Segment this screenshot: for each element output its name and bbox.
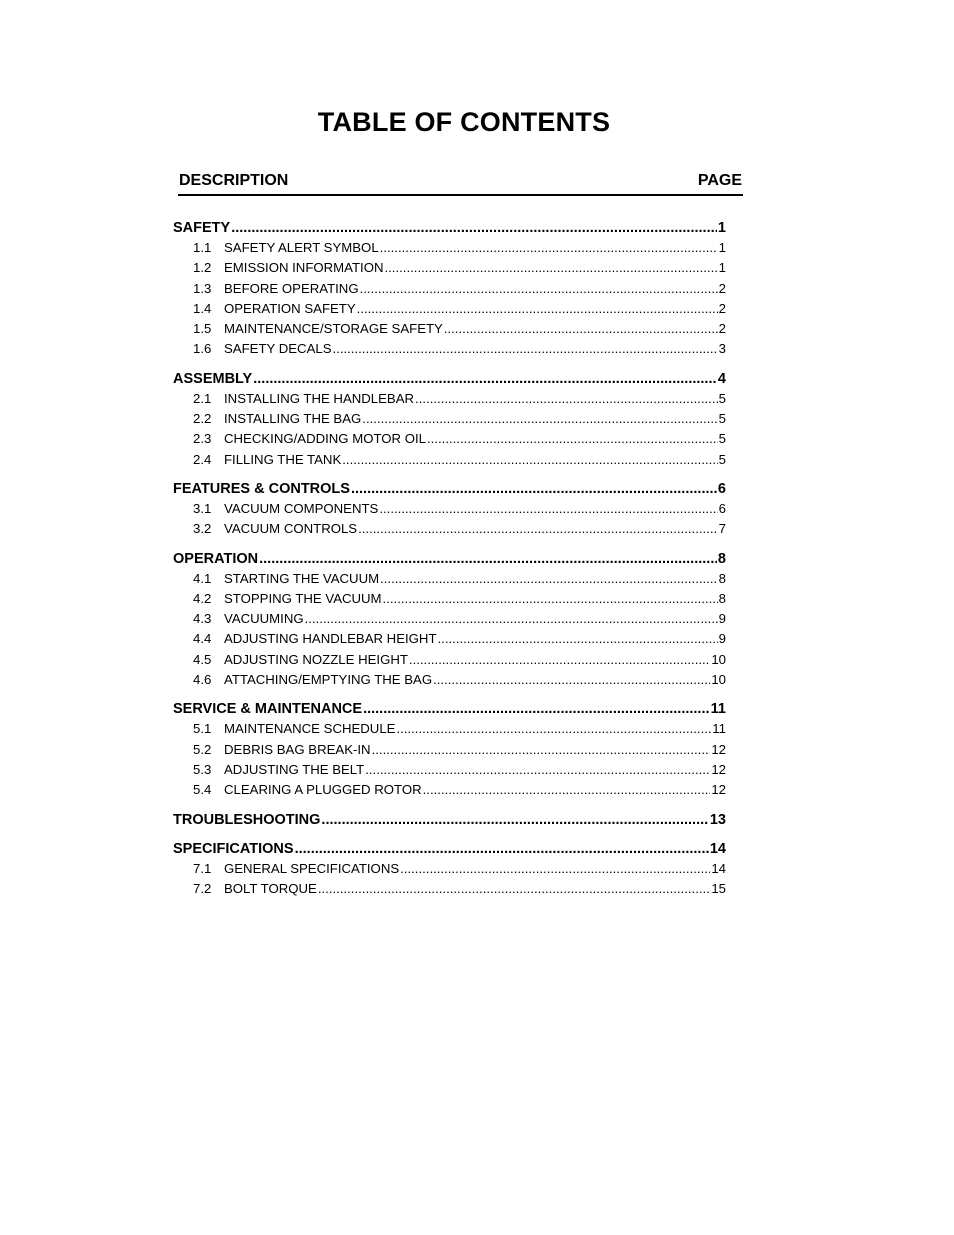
toc-leader-dots bbox=[365, 760, 710, 780]
toc-page-number: 11 bbox=[712, 721, 726, 737]
toc-subsection-title: INSTALLING THE HANDLEBAR bbox=[224, 390, 415, 406]
toc-subsection-title: INSTALLING THE BAG bbox=[224, 411, 362, 427]
toc-page-number: 12 bbox=[711, 782, 726, 798]
toc-leader-dots bbox=[253, 369, 717, 389]
toc-subsection-number: 4.5 bbox=[193, 651, 212, 667]
toc-section bbox=[173, 839, 726, 900]
toc-subsection-entry[interactable] bbox=[173, 569, 726, 589]
toc-section bbox=[173, 369, 726, 470]
toc-subsection-entry[interactable] bbox=[173, 499, 726, 519]
toc-section-entry[interactable] bbox=[173, 369, 726, 389]
toc-section-entry[interactable] bbox=[173, 699, 726, 719]
toc-section bbox=[173, 218, 726, 360]
toc-subsection-title: ADJUSTING HANDLEBAR HEIGHT bbox=[224, 631, 437, 647]
toc-page-number: 5 bbox=[718, 411, 726, 427]
toc-leader-dots bbox=[433, 670, 710, 690]
toc-leader-dots bbox=[357, 299, 718, 319]
toc-subsection-number: 1.4 bbox=[193, 300, 212, 316]
toc-subsection-entry[interactable] bbox=[173, 589, 726, 609]
toc-leader-dots bbox=[321, 810, 708, 830]
toc-page-number: 11 bbox=[710, 701, 726, 718]
toc-leader-dots bbox=[363, 699, 710, 719]
toc-subsection-number: 2.2 bbox=[193, 411, 212, 427]
toc-leader-dots bbox=[380, 569, 718, 589]
page-title: TABLE OF CONTENTS bbox=[317, 107, 611, 137]
toc-page-number: 2 bbox=[718, 280, 726, 296]
toc-page-number: 2 bbox=[718, 300, 726, 316]
toc-subsection-entry[interactable] bbox=[173, 740, 726, 760]
toc-page-number: 14 bbox=[709, 840, 726, 857]
toc-subsection-title: SAFETY ALERT SYMBOL bbox=[224, 240, 379, 255]
toc-section-title: TROUBLESHOOTING bbox=[173, 811, 321, 828]
toc-leader-dots bbox=[351, 479, 717, 499]
toc-subsection-title: SAFETY DECALS bbox=[224, 341, 332, 357]
toc-subsection-number: 7.1 bbox=[193, 860, 212, 876]
toc-subsection-entry[interactable] bbox=[173, 450, 726, 470]
toc-section bbox=[173, 810, 726, 830]
toc-subsection-number: 3.2 bbox=[193, 521, 212, 537]
toc-section-title: SERVICE & MAINTENANCE bbox=[173, 701, 363, 718]
toc-leader-dots bbox=[259, 549, 717, 569]
toc-subsection-title: ATTACHING/EMPTYING THE BAG bbox=[224, 672, 433, 688]
toc-page-number: 1 bbox=[717, 220, 726, 236]
toc-subsection-title: GENERAL SPECIFICATIONS bbox=[224, 860, 400, 876]
toc-leader-dots bbox=[295, 839, 709, 859]
toc-subsection-entry[interactable] bbox=[173, 859, 726, 879]
toc-subsection-number: 4.6 bbox=[193, 672, 212, 688]
toc-section bbox=[173, 699, 726, 800]
toc-leader-dots bbox=[305, 609, 718, 629]
toc-subsection-number: 4.2 bbox=[193, 590, 212, 606]
toc-subsection-entry[interactable] bbox=[173, 299, 726, 319]
toc-page-number: 5 bbox=[718, 390, 726, 406]
toc-page-number: 8 bbox=[718, 590, 726, 606]
toc-page-number: 1 bbox=[718, 240, 726, 255]
toc-subsection-entry[interactable] bbox=[173, 670, 726, 690]
toc-leader-dots bbox=[400, 859, 710, 879]
toc-subsection-number: 2.1 bbox=[193, 390, 212, 406]
toc-leader-dots bbox=[438, 629, 718, 649]
toc-page-number: 6 bbox=[717, 480, 726, 497]
toc-subsection-entry[interactable] bbox=[173, 238, 726, 258]
toc-leader-dots bbox=[342, 450, 717, 470]
toc-subsection-title: STARTING THE VACUUM bbox=[224, 570, 380, 586]
toc-subsection-title: VACUUM COMPONENTS bbox=[224, 500, 379, 516]
toc-leader-dots bbox=[358, 519, 718, 539]
toc-subsection-number: 7.2 bbox=[193, 880, 212, 896]
toc-leader-dots bbox=[379, 499, 717, 519]
toc-leader-dots bbox=[383, 589, 718, 609]
toc-subsection-title: VACUUM CONTROLS bbox=[224, 521, 358, 537]
toc-subsection-title: CLEARING A PLUGGED ROTOR bbox=[224, 782, 422, 798]
toc-subsection-number: 4.1 bbox=[193, 570, 212, 586]
toc-page-number: 9 bbox=[718, 611, 726, 627]
toc-section-title: FEATURES & CONTROLS bbox=[173, 480, 350, 497]
toc-page-number: 6 bbox=[718, 500, 726, 516]
toc-page-number: 2 bbox=[718, 321, 726, 337]
toc-page-number: 12 bbox=[711, 741, 726, 757]
toc-subsection-title: MAINTENANCE/STORAGE SAFETY bbox=[224, 321, 443, 337]
toc-page-number: 4 bbox=[717, 370, 726, 387]
toc-subsection-entry[interactable] bbox=[173, 339, 726, 359]
toc-leader-dots bbox=[360, 279, 718, 299]
toc-subsection-title: OPERATION SAFETY bbox=[224, 300, 356, 316]
toc-subsection-entry[interactable] bbox=[173, 879, 726, 899]
toc-subsection-entry[interactable] bbox=[173, 629, 726, 649]
toc-subsection-entry[interactable] bbox=[173, 519, 726, 539]
toc-subsection-title: BOLT TORQUE bbox=[224, 880, 317, 896]
toc-section-entry[interactable] bbox=[173, 810, 726, 830]
toc-subsection-entry[interactable] bbox=[173, 319, 726, 339]
toc-subsection-number: 2.4 bbox=[193, 451, 212, 467]
toc-page-number: 8 bbox=[718, 570, 726, 586]
toc-subsection-title: ADJUSTING NOZZLE HEIGHT bbox=[224, 651, 408, 667]
toc-leader-dots bbox=[362, 409, 717, 429]
toc-page-number: 5 bbox=[718, 431, 726, 447]
toc-leader-dots bbox=[409, 650, 710, 670]
toc-leader-dots bbox=[396, 719, 711, 739]
toc-page-number: 3 bbox=[718, 341, 726, 357]
toc-subsection-entry[interactable] bbox=[173, 258, 726, 278]
toc-subsection-title: ADJUSTING THE BELT bbox=[224, 761, 365, 777]
toc-leader-dots bbox=[384, 258, 717, 278]
toc-section bbox=[173, 479, 726, 540]
toc-section-entry[interactable] bbox=[173, 479, 726, 499]
toc-subsection-number: 1.2 bbox=[193, 260, 212, 276]
toc-subsection-number: 1.1 bbox=[193, 240, 212, 255]
toc-subsection-entry[interactable] bbox=[173, 719, 726, 739]
toc-section-title: OPERATION bbox=[173, 550, 259, 567]
toc-subsection-title: STOPPING THE VACUUM bbox=[224, 590, 382, 606]
toc-leader-dots bbox=[333, 339, 718, 359]
toc-leader-dots bbox=[444, 319, 718, 339]
toc-page-number: 14 bbox=[711, 860, 726, 876]
toc-page-number: 5 bbox=[718, 451, 726, 467]
toc-page-number: 13 bbox=[709, 811, 726, 828]
toc-page-number: 10 bbox=[711, 651, 726, 667]
toc-subsection-title: EMISSION INFORMATION bbox=[224, 260, 384, 276]
page-column-label: PAGE bbox=[697, 172, 742, 189]
toc-page-number: 9 bbox=[718, 631, 726, 647]
toc-subsection-title: FILLING THE TANK bbox=[224, 451, 342, 467]
toc-leader-dots bbox=[231, 218, 717, 238]
toc-subsection-number: 2.3 bbox=[193, 431, 212, 447]
toc-subsection-number: 5.2 bbox=[193, 741, 212, 757]
toc-leader-dots bbox=[415, 389, 718, 409]
toc-subsection-number: 3.1 bbox=[193, 500, 212, 516]
toc-subsection-entry[interactable] bbox=[173, 389, 726, 409]
toc-page-number: 12 bbox=[711, 761, 726, 777]
toc-leader-dots bbox=[427, 429, 718, 449]
toc-page-number: 15 bbox=[711, 880, 726, 896]
toc-section-title: SAFETY bbox=[173, 220, 231, 236]
toc-subsection-entry[interactable] bbox=[173, 650, 726, 670]
toc-subsection-entry[interactable] bbox=[173, 760, 726, 780]
toc-section-title: SPECIFICATIONS bbox=[173, 840, 294, 857]
toc-subsection-title: MAINTENANCE SCHEDULE bbox=[224, 721, 396, 737]
toc-subsection-title: BEFORE OPERATING bbox=[224, 280, 359, 296]
toc-subsection-number: 4.4 bbox=[193, 631, 212, 647]
toc-subsection-title: VACUUMING bbox=[224, 611, 304, 627]
toc-section-title: ASSEMBLY bbox=[173, 370, 253, 387]
toc-subsection-number: 1.5 bbox=[193, 321, 212, 337]
toc-section-entry[interactable] bbox=[173, 549, 726, 569]
toc-leader-dots bbox=[318, 879, 711, 899]
toc-leader-dots bbox=[372, 740, 711, 760]
toc-subsection-entry[interactable] bbox=[173, 609, 726, 629]
toc-leader-dots bbox=[380, 238, 718, 258]
toc-subsection-number: 4.3 bbox=[193, 611, 212, 627]
toc-subsection-number: 5.1 bbox=[193, 721, 212, 737]
toc-subsection-entry[interactable] bbox=[173, 279, 726, 299]
toc-page-number: 8 bbox=[717, 550, 726, 567]
toc-page-number: 10 bbox=[711, 672, 726, 688]
toc-section-entry[interactable] bbox=[173, 839, 726, 859]
toc-subsection-entry[interactable] bbox=[173, 780, 726, 800]
toc-subsection-entry[interactable] bbox=[173, 429, 726, 449]
toc-section-entry[interactable] bbox=[173, 218, 726, 238]
toc-subsection-number: 5.3 bbox=[193, 761, 212, 777]
toc-list bbox=[173, 218, 726, 908]
toc-subsection-number: 5.4 bbox=[193, 782, 212, 798]
toc-subsection-title: DEBRIS BAG BREAK-IN bbox=[224, 741, 371, 757]
toc-subsection-entry[interactable] bbox=[173, 409, 726, 429]
description-column-label: DESCRIPTION bbox=[179, 172, 289, 189]
toc-subsection-title: CHECKING/ADDING MOTOR OIL bbox=[224, 431, 426, 447]
toc-subsection-number: 1.3 bbox=[193, 280, 212, 296]
toc-section bbox=[173, 549, 726, 691]
toc-subsection-number: 1.6 bbox=[193, 341, 212, 357]
toc-leader-dots bbox=[423, 780, 711, 800]
toc-column-header bbox=[178, 172, 743, 196]
toc-page-number: 7 bbox=[718, 521, 726, 537]
toc-page-number: 1 bbox=[718, 260, 726, 276]
